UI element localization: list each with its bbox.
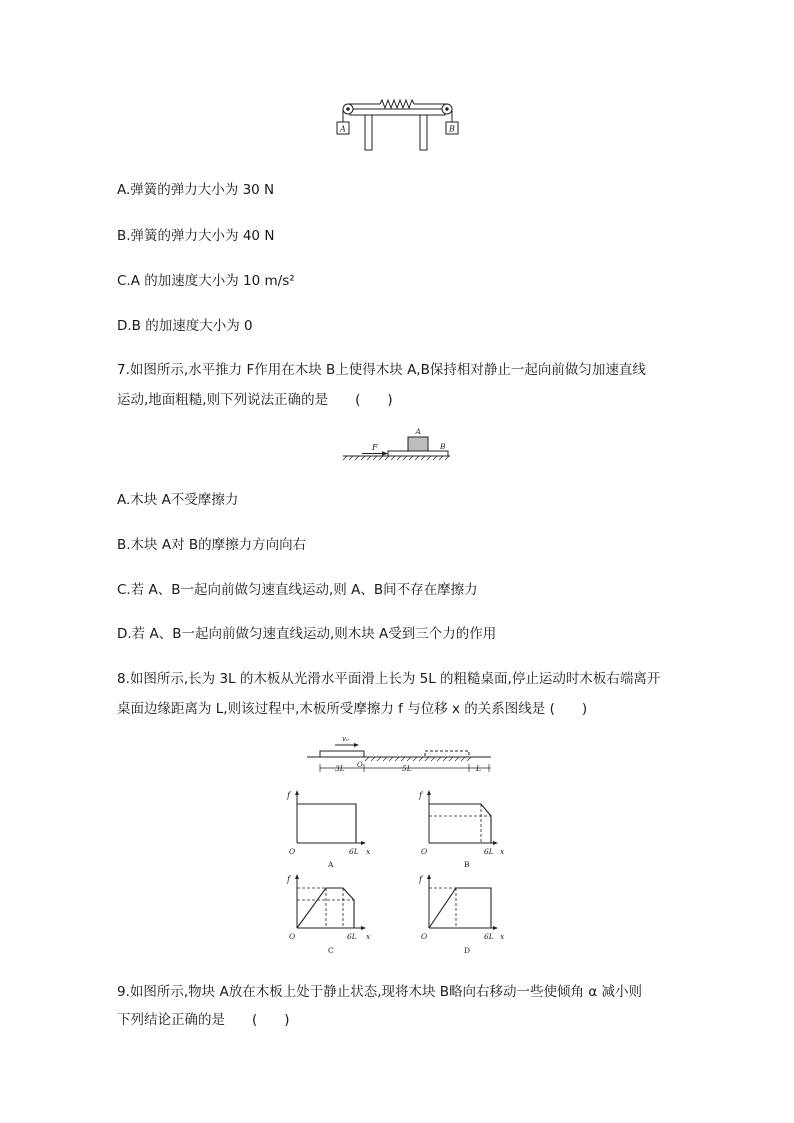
graph-b <box>418 788 508 870</box>
graph-a-tick: 6L <box>349 847 359 856</box>
graph-b-letter: B <box>464 860 470 869</box>
force-f-label: F <box>372 443 378 452</box>
q7-stem-line2: 运动,地面粗糙,则下列说法正确的是 ( ) <box>117 392 393 408</box>
q6-option-c: C.A 的加速度大小为 10 m/s² <box>117 273 295 289</box>
graph-a <box>286 788 376 870</box>
q6-option-a: A.弹簧的弹力大小为 30 N <box>117 182 275 198</box>
len-3l-label: 3L <box>335 764 345 773</box>
graph-c-tick: 6L <box>347 932 357 941</box>
graph-d-f: f <box>419 875 422 884</box>
q9-stem-line1: 9.如图所示,物块 A放在木板上处于静止状态,现将木块 B略向右移动一些使倾角 α 减小则 <box>117 984 643 1000</box>
graph-b-x: x <box>500 847 505 856</box>
graph-c-x: x <box>366 932 371 941</box>
graph-c-f: f <box>287 875 290 884</box>
graph-d <box>418 872 508 956</box>
q7-option-c: C.若 A、B一起向前做匀速直线运动,则 A、B间不存在摩擦力 <box>117 582 478 598</box>
block-a-label: A <box>340 124 346 134</box>
graph-c-o: O <box>289 932 296 941</box>
q9-stem-line2: 下列结论正确的是 ( ) <box>117 1012 290 1028</box>
sliding-board-figure <box>305 730 495 775</box>
graph-b-o: O <box>421 847 428 856</box>
len-l-label: L <box>476 764 481 773</box>
q7-stem-line1: 7.如图所示,水平推力 F作用在木块 B上使得木块 A,B保持相对静止一起向前做匀加速直线 <box>117 362 646 378</box>
graph-d-o: O <box>421 932 428 941</box>
q7-option-a: A.木块 A不受摩擦力 <box>117 492 239 508</box>
graph-b-f: f <box>419 791 422 800</box>
q6-option-b: B.弹簧的弹力大小为 40 N <box>117 228 275 244</box>
graph-d-x: x <box>500 932 505 941</box>
graph-d-letter: D <box>464 946 471 955</box>
q7-option-d: D.若 A、B一起向前做匀速直线运动,则木块 A受到三个力的作用 <box>117 626 497 642</box>
spring-table-figure <box>330 96 470 156</box>
q8-stem-line2: 桌面边缘距离为 L,则该过程中,木板所受摩擦力 f 与位移 x 的关系图线是 ( ) <box>117 701 588 717</box>
v0-label: v₀ <box>342 735 349 743</box>
block-a-label-q7: A <box>415 427 421 436</box>
graph-c-letter: C <box>328 946 334 955</box>
graph-c <box>286 872 376 956</box>
graph-a-f: f <box>287 791 290 800</box>
len-5l-label: 5L <box>402 764 412 773</box>
q8-stem-line1: 8.如图所示,长为 3L 的木板从光滑水平面滑上长为 5L 的粗糙桌面,停止运动时木板右端离开 <box>117 671 661 687</box>
origin-label: O <box>357 761 363 769</box>
board-b-label-q7: B <box>440 442 446 451</box>
block-b-label: B <box>449 124 455 134</box>
q7-option-b: B.木块 A对 B的摩擦力方向向右 <box>117 537 307 553</box>
graph-a-x: x <box>366 847 371 856</box>
graph-d-tick: 6L <box>484 932 494 941</box>
graph-a-letter: A <box>328 860 334 869</box>
q6-option-d: D.B 的加速度大小为 0 <box>117 318 253 334</box>
graph-b-tick: 6L <box>484 847 494 856</box>
graph-a-o: O <box>289 847 296 856</box>
stacked-blocks-figure <box>340 425 452 463</box>
